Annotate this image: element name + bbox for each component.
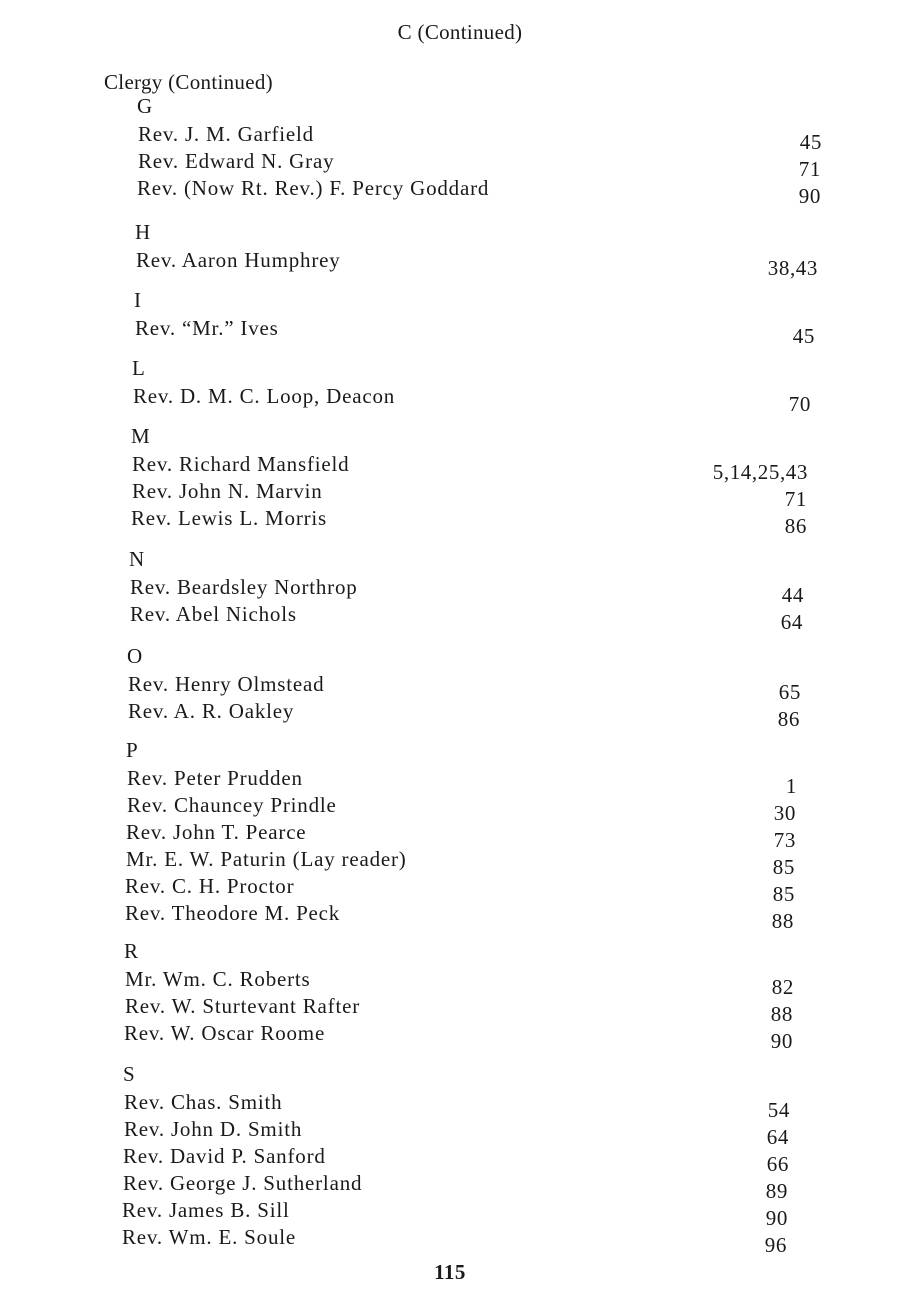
entry-name: Rev. Beardsley Northrop xyxy=(130,575,358,599)
entry-pages: 85 xyxy=(772,882,795,906)
index-entry xyxy=(0,506,900,538)
index-entry xyxy=(0,847,900,879)
entry-name: Rev. Richard Mansfield xyxy=(132,452,350,476)
entry-pages: 45 xyxy=(799,130,822,154)
group-letter: O xyxy=(127,644,143,668)
index-entry xyxy=(0,248,900,280)
index-entry xyxy=(0,874,900,906)
group-letter: I xyxy=(134,288,141,312)
entry-name: Rev. C. H. Proctor xyxy=(125,874,295,898)
entry-pages: 1 xyxy=(785,774,797,798)
entry-pages: 54 xyxy=(767,1098,790,1122)
entry-pages: 71 xyxy=(798,157,821,181)
group-letter: S xyxy=(123,1062,135,1086)
entry-name: Rev. Abel Nichols xyxy=(130,602,297,626)
entry-name: Rev. Aaron Humphrey xyxy=(136,248,341,272)
entry-name: Rev. David P. Sanford xyxy=(123,1144,326,1168)
entry-pages: 86 xyxy=(777,707,800,731)
entry-pages: 66 xyxy=(766,1152,789,1176)
entry-pages: 90 xyxy=(798,184,821,208)
entry-pages: 65 xyxy=(778,680,801,704)
entry-pages: 38,43 xyxy=(767,256,818,280)
index-entry xyxy=(0,820,900,852)
entry-pages: 30 xyxy=(773,801,796,825)
entry-name: Rev. John D. Smith xyxy=(124,1117,303,1141)
index-entry xyxy=(0,793,900,825)
entry-pages: 82 xyxy=(771,975,794,999)
index-entry xyxy=(0,1090,900,1122)
group-letter: R xyxy=(124,939,139,963)
entry-name: Rev. Theodore M. Peck xyxy=(125,901,341,925)
index-entry xyxy=(0,176,900,208)
index-entry xyxy=(0,149,900,181)
entry-name: Rev. W. Oscar Roome xyxy=(124,1021,326,1045)
index-entry xyxy=(0,699,900,731)
entry-name: Rev. George J. Sutherland xyxy=(123,1171,363,1195)
entry-name: Rev. Lewis L. Morris xyxy=(131,506,328,530)
entry-name: Rev. J. M. Garfield xyxy=(138,122,314,146)
entry-name: Rev. Chauncey Prindle xyxy=(127,793,337,817)
entry-pages: 85 xyxy=(772,855,795,879)
index-entry xyxy=(0,122,900,154)
entry-pages: 64 xyxy=(766,1125,789,1149)
entry-pages: 73 xyxy=(773,828,796,852)
index-entry xyxy=(0,1225,900,1257)
group-letter: N xyxy=(129,547,145,571)
index-entry xyxy=(0,316,900,348)
entry-pages: 86 xyxy=(784,514,807,538)
entry-pages: 90 xyxy=(765,1206,788,1230)
index-entry xyxy=(0,479,900,511)
index-entry xyxy=(0,1198,900,1230)
entry-name: Rev. John N. Marvin xyxy=(132,479,323,503)
index-entry xyxy=(0,602,900,634)
entry-name: Rev. Chas. Smith xyxy=(124,1090,283,1114)
index-entry xyxy=(0,1021,900,1053)
entry-pages: 88 xyxy=(770,1002,793,1026)
page-number: 115 xyxy=(434,1260,466,1284)
entry-name: Rev. John T. Pearce xyxy=(126,820,307,844)
section-title: Clergy (Continued) xyxy=(104,70,273,94)
entry-name: Rev. A. R. Oakley xyxy=(128,699,295,723)
index-entry xyxy=(0,1171,900,1203)
entry-pages: 70 xyxy=(788,392,811,416)
index-entry xyxy=(0,901,900,933)
index-entry xyxy=(0,384,900,416)
entry-pages: 89 xyxy=(765,1179,788,1203)
entry-name: Rev. Wm. E. Soule xyxy=(122,1225,297,1249)
entry-name: Rev. D. M. C. Loop, Deacon xyxy=(133,384,396,408)
index-entry xyxy=(0,672,900,704)
entry-name: Mr. Wm. C. Roberts xyxy=(125,967,311,991)
entry-pages: 44 xyxy=(781,583,804,607)
entry-name: Rev. Edward N. Gray xyxy=(138,149,335,173)
group-letter: L xyxy=(132,356,145,380)
index-entry xyxy=(0,967,900,999)
group-letter: G xyxy=(137,94,153,118)
entry-name: Rev. “Mr.” Ives xyxy=(135,316,279,340)
index-entry xyxy=(0,452,900,484)
entry-pages: 45 xyxy=(792,324,815,348)
group-letter: H xyxy=(135,220,151,244)
entry-name: Rev. Peter Prudden xyxy=(127,766,303,790)
entry-pages: 90 xyxy=(770,1029,793,1053)
index-entry xyxy=(0,994,900,1026)
entry-name: Rev. James B. Sill xyxy=(122,1198,290,1222)
entry-pages: 96 xyxy=(764,1233,787,1257)
group-letter: P xyxy=(126,738,138,762)
entry-name: Rev. Henry Olmstead xyxy=(128,672,325,696)
index-entry xyxy=(0,766,900,798)
entry-pages: 5,14,25,43 xyxy=(712,460,808,484)
index-entry xyxy=(0,1117,900,1149)
entry-name: Rev. (Now Rt. Rev.) F. Percy Goddard xyxy=(137,176,490,200)
group-letter: M xyxy=(131,424,150,448)
entry-name: Rev. W. Sturtevant Rafter xyxy=(125,994,361,1018)
page-header: C (Continued) xyxy=(397,20,523,44)
index-entry xyxy=(0,575,900,607)
entry-pages: 71 xyxy=(784,487,807,511)
entry-pages: 88 xyxy=(771,909,794,933)
index-entry xyxy=(0,1144,900,1176)
entry-name: Mr. E. W. Paturin (Lay reader) xyxy=(126,847,407,871)
entry-pages: 64 xyxy=(780,610,803,634)
